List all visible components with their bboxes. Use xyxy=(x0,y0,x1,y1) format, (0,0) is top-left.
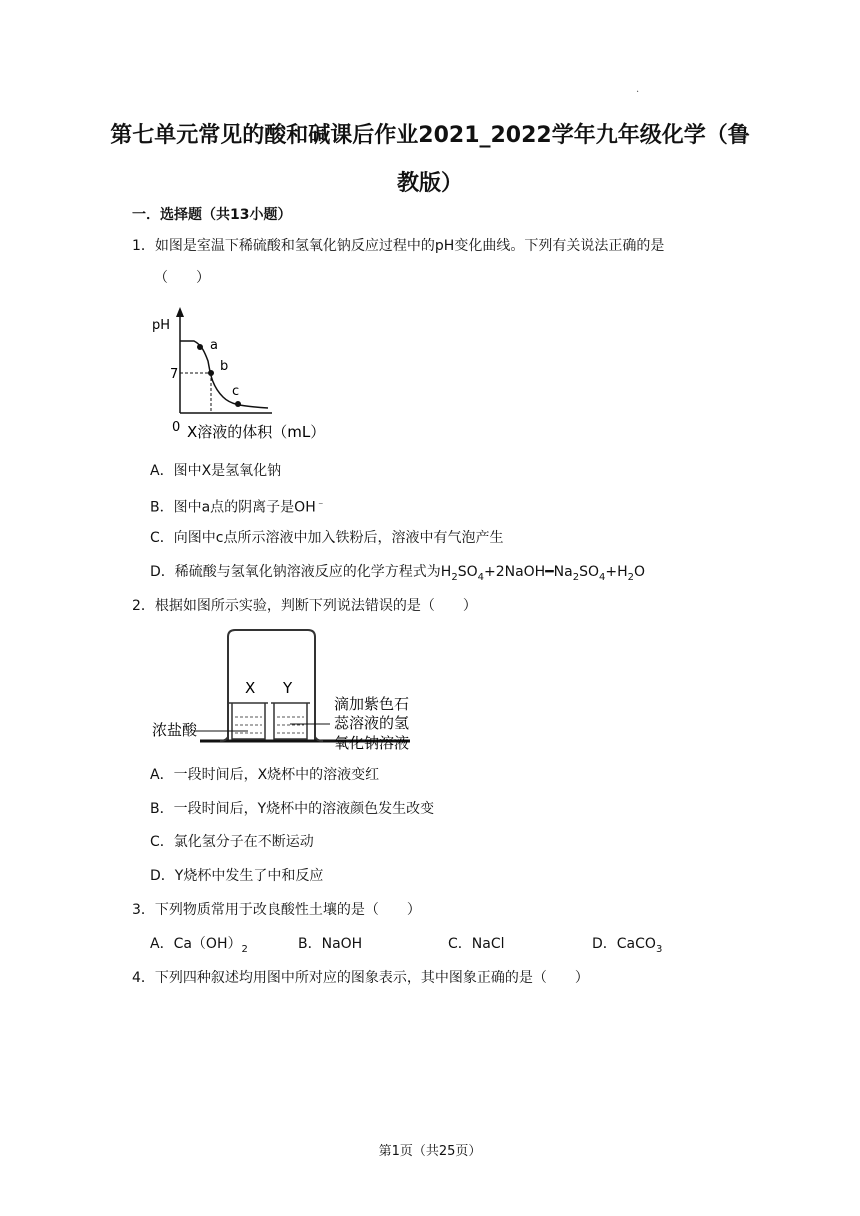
question-4-stem: 4．下列四种叙述均用图中所对应的图象表示，其中图象正确的是（ ） xyxy=(132,970,589,986)
page-title: 第七单元常见的酸和碱课后作业2021_2022学年九年级化学（鲁教版） xyxy=(110,123,750,196)
y-axis-arrow xyxy=(176,307,184,317)
ph-curve xyxy=(180,341,268,408)
section-heading: 一．选择题（共13小题） xyxy=(132,207,292,223)
q2-option-d: D．Y烧杯中发生了中和反应 xyxy=(150,868,324,884)
question-1-paren: （ ） xyxy=(154,270,210,286)
page-footer: 第1页（共25页） xyxy=(378,1144,482,1159)
origin-label: 0 xyxy=(172,420,181,435)
corner-mark: . xyxy=(636,84,640,95)
beaker-experiment-figure xyxy=(150,625,450,760)
q3-option-d: D．CaCO$_3$ xyxy=(592,936,663,955)
right-reagent-label-1: 滴加紫色石 xyxy=(334,695,410,713)
left-reagent-label: 浓盐酸 xyxy=(152,721,198,739)
q2-option-a: A．一段时间后，X烧杯中的溶液变红 xyxy=(150,767,380,783)
q1-option-a: A．图中X是氢氧化钠 xyxy=(150,463,282,479)
point-c-label: c xyxy=(232,384,240,399)
point-b-label: b xyxy=(220,359,229,374)
beaker-y-label: Y xyxy=(283,679,293,697)
x-axis-label: X溶液的体积（mL） xyxy=(187,423,326,441)
point-a xyxy=(197,344,203,350)
beaker-y xyxy=(274,703,307,739)
point-a-label: a xyxy=(210,338,218,353)
question-3-stem: 3．下列物质常用于改良酸性土壤的是（ ） xyxy=(132,902,421,918)
question-1-stem: 1．如图是室温下稀硫酸和氢氧化钠反应过程中的pH变化曲线。下列有关说法正确的是 xyxy=(132,238,665,254)
q3-option-c: C．NaCl xyxy=(448,936,505,952)
beaker-x-label: X xyxy=(245,679,256,697)
ph-curve-figure xyxy=(150,305,360,445)
y-axis-label: pH xyxy=(152,318,171,333)
q3-option-a: A．$Ca(OH)_2$ xyxy=(150,936,248,955)
right-reagent-label-3: 氧化钠溶液 xyxy=(334,734,410,752)
q1-option-c: C．向图中c点所示溶液中加入铁粉后，溶液中有气泡产生 xyxy=(150,530,504,546)
q2-option-b: B．一段时间后，Y烧杯中的溶液颜色发生改变 xyxy=(150,801,435,817)
q2-option-c: C．氯化氢分子在不断运动 xyxy=(150,834,314,850)
beaker-x xyxy=(232,703,265,739)
q1-option-b: B．图中a点的阴离子是OH﹣ xyxy=(150,498,326,516)
point-b xyxy=(208,370,214,376)
ph7-label: 7 xyxy=(170,367,179,382)
point-c xyxy=(235,401,241,407)
q3-option-b: B．NaOH xyxy=(298,936,363,952)
right-reagent-label-2: 蕊溶液的氢 xyxy=(334,714,410,732)
q1-option-d: D．稀硫酸与氢氧化钠溶液反应的化学方程式为$H_2SO_4+2NaOH━Na_2SO_4+H_2O$ xyxy=(150,564,646,583)
question-2-stem: 2．根据如图所示实验，判断下列说法错误的是（ ） xyxy=(132,598,477,614)
